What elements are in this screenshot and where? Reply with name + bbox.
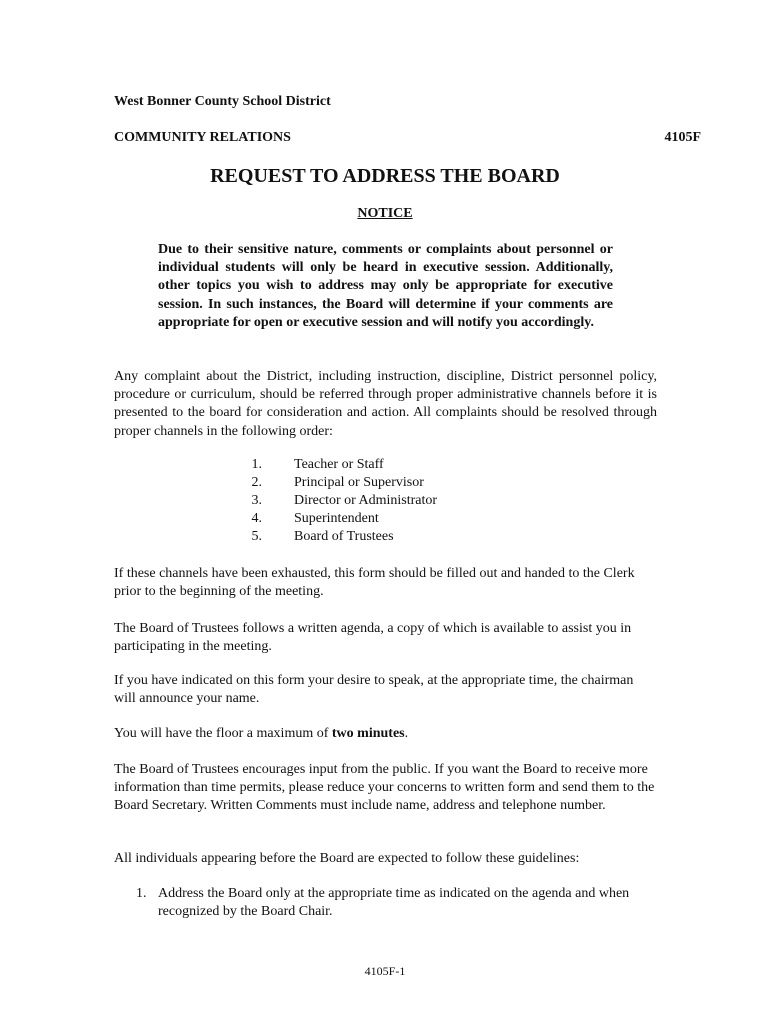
agenda-paragraph: The Board of Trustees follows a written agenda, a copy of which is available to assist you in participating in the meeting. xyxy=(114,621,632,655)
page-title: REQUEST TO ADDRESS THE BOARD xyxy=(210,165,560,187)
policy-code: 4105F xyxy=(664,130,701,145)
two-minutes-emphasis: two minutes xyxy=(331,726,405,741)
section-title: COMMUNITY RELATIONS xyxy=(114,130,291,145)
input-paragraph: The Board of Trustees encourages input from the public. If you want the Board to receive more information than time permits, please reduce your concerns to written form and send them to the Board Secretary. Written Comments must include name, address and telephone number. xyxy=(114,762,655,814)
exhausted-paragraph: If these channels have been exhausted, this form should be filled out and handed to the Clerk prior to the beginning of the meeting. xyxy=(114,566,635,600)
notice-heading: NOTICE xyxy=(357,206,413,221)
page-footer: 4105F-1 xyxy=(364,964,406,978)
complaint-paragraph: Any complaint about the District, including instruction, discipline, District personnel policy, procedure or curriculum, should be referred through proper administrative channels before it is presented to the board for consideration and action. All complaints should be resolved through proper channels in the following order: xyxy=(114,369,657,439)
section-header xyxy=(114,130,701,146)
guidelines-intro: All individuals appearing before the Board are expected to follow these guidelines: xyxy=(114,851,580,866)
speak-paragraph: If you have indicated on this form your desire to speak, at the appropriate time, the chairman will announce your name. xyxy=(114,673,634,707)
notice-body: Due to their sensitive nature, comments or complaints about personnel or individual students will only be heard in executive session. Additionally, other topics you wish to address may only be appropriate for executive session. In such instances, the Board will determine if your comments are appropriate for open or executive session and will notify you accordingly. xyxy=(158,242,613,330)
district-name: West Bonner County School District xyxy=(114,94,331,109)
document-page: West Bonner County School District COMMUNITY RELATIONS 4105F REQUEST TO ADDRESS THE BOARD NOTICE Due to their sensitive nature, comments or complaints about personnel or individual students will only be heard in executive session. Additionally, other topics you wish to address may only be appropriate for executive session. In such instances, the Board will determine if your comments are appropriate for open or executive session and will notify you accordingly. Any complaint about the District, including instruction, discipline, District personnel policy, procedure or curriculum, should be referred through proper administrative channels before it is presented to the board for consideration and action. All complaints should be resolved through proper channels in the following order: 1. Teacher or Staff 2. Principal or Supervisor 3. Director or Administrator 4. Superintendent 5. Board of Trustees If these channels have been exhausted, this form should be filled out and handed to the Clerk prior to the beginning of the meeting. The Board of Trustees follows a written agenda, a copy of which is available to assist you in participating in the meeting. If you have indicated on this form your desire to speak, at the appropriate time, the chairman will announce your name. You will have the floor a maximum of two minutes. The Board of Trustees encourages input from the public. If you want the Board to receive more information than time permits, please reduce your concerns to written form and send them to the Board Secretary. Written Comments must include name, address and telephone number. All individuals appearing before the Board are expected to follow these guidelines: 1. Address the Board only at the appropriate time as indicated on the agenda and when recognized by the Board Chair. 4105F-1 xyxy=(0,0,770,1024)
floor-paragraph: You will have the floor a maximum of two minutes. xyxy=(114,726,409,741)
